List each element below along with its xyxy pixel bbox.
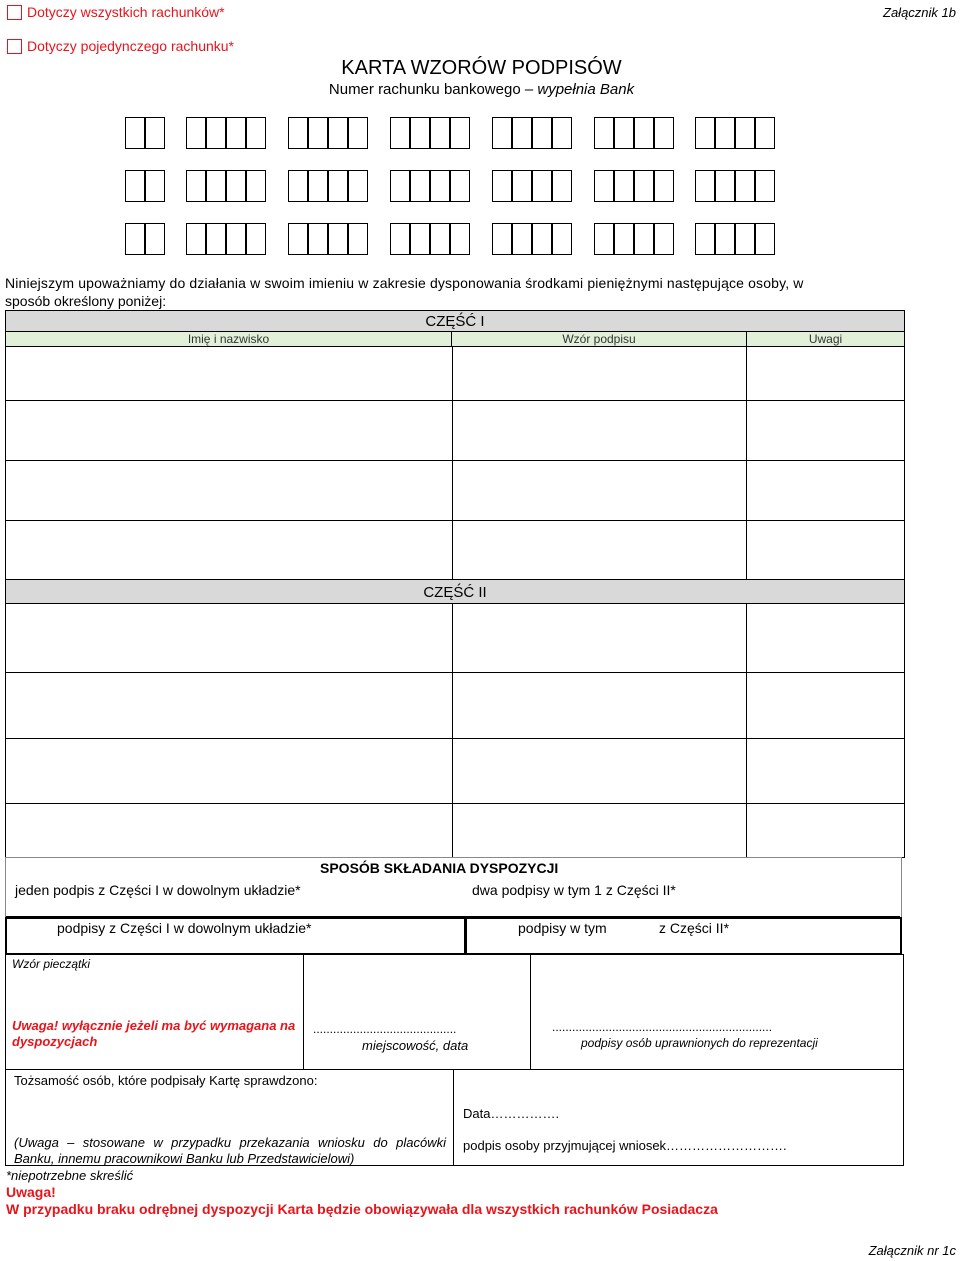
account-digit-box[interactable] <box>450 117 470 149</box>
account-digit-box[interactable] <box>246 223 266 255</box>
stamp-label: Wzór pieczątki <box>12 957 91 971</box>
disposition-option-3[interactable]: podpisy z Części I w dowolnym układzie* <box>57 920 312 936</box>
account-digit-box[interactable] <box>450 170 470 202</box>
account-digit-box[interactable] <box>430 117 450 149</box>
account-digit-box[interactable] <box>715 170 735 202</box>
verification-date: Data……………. <box>463 1106 560 1121</box>
account-digit-box[interactable] <box>755 223 775 255</box>
dispositions-title: SPOSÓB SKŁADANIA DYSPOZYCJI <box>320 860 559 876</box>
account-digit-box[interactable] <box>125 170 145 202</box>
account-digit-box[interactable] <box>125 223 145 255</box>
verification-label: Tożsamość osób, które podpisały Kartę sprawdzono: <box>14 1073 318 1088</box>
remarks-cell[interactable] <box>746 672 905 739</box>
representatives-signature-box <box>530 954 904 1070</box>
name-cell[interactable] <box>5 803 453 858</box>
account-digit-box[interactable] <box>614 223 634 255</box>
checkbox-all-accounts[interactable] <box>7 5 22 20</box>
signature-cell[interactable] <box>452 346 747 401</box>
account-digit-box[interactable] <box>145 170 165 202</box>
account-digit-box[interactable] <box>226 117 246 149</box>
part2-header <box>5 579 905 604</box>
account-digit-box[interactable] <box>654 117 674 149</box>
name-cell[interactable] <box>5 400 453 461</box>
account-digit-box[interactable] <box>614 170 634 202</box>
remarks-cell[interactable] <box>746 803 905 858</box>
representatives-signature-label: podpisy osób uprawnionych do reprezentacji <box>581 1036 818 1050</box>
account-digit-box[interactable] <box>288 223 308 255</box>
account-digit-box[interactable] <box>226 223 246 255</box>
account-digit-box[interactable] <box>430 223 450 255</box>
verification-note: (Uwaga – stosowane w przypadku przekazania wniosku do placówki Banku, innemu pracownikowi Banku lub Przedstawicielowi) <box>14 1135 446 1166</box>
account-digit-box[interactable] <box>348 170 368 202</box>
signature-cell[interactable] <box>452 400 747 461</box>
signature-cell[interactable] <box>452 460 747 521</box>
account-digit-box[interactable] <box>634 117 654 149</box>
account-digit-box[interactable] <box>145 117 165 149</box>
name-cell[interactable] <box>5 520 453 580</box>
account-digit-box[interactable] <box>226 170 246 202</box>
remarks-cell[interactable] <box>746 603 905 673</box>
col-remarks-label: Uwagi <box>808 332 843 346</box>
account-digit-box[interactable] <box>552 117 572 149</box>
signature-cell[interactable] <box>452 803 747 858</box>
account-digit-box[interactable] <box>654 223 674 255</box>
account-digit-box[interactable] <box>492 170 512 202</box>
disposition-option-1[interactable]: jeden podpis z Części I w dowolnym układzie* <box>15 882 301 898</box>
footer-warning-text: W przypadku braku odrębnej dyspozycji Karta będzie obowiązywała dla wszystkich rachunków Posiadacza <box>6 1201 718 1217</box>
option-all-accounts-label: Dotyczy wszystkich rachunków* <box>27 4 225 20</box>
account-digit-box[interactable] <box>288 170 308 202</box>
name-cell[interactable] <box>5 672 453 739</box>
attachment-top-label: Załącznik 1b <box>883 5 956 20</box>
stamp-warning: Uwaga! wyłącznie jeżeli ma być wymagana na dyspozycjach <box>12 1018 296 1049</box>
account-digit-box[interactable] <box>328 223 348 255</box>
account-digit-box[interactable] <box>390 223 410 255</box>
account-digit-box[interactable] <box>715 223 735 255</box>
account-digit-box[interactable] <box>735 117 755 149</box>
account-digit-box[interactable] <box>206 170 226 202</box>
part1-title: CZĘŚĆ I <box>425 313 485 330</box>
account-digit-box[interactable] <box>145 223 165 255</box>
account-digit-box[interactable] <box>206 117 226 149</box>
option-single-account-label: Dotyczy pojedynczego rachunku* <box>27 38 235 54</box>
account-digit-box[interactable] <box>715 117 735 149</box>
account-digit-box[interactable] <box>552 170 572 202</box>
place-date-label: miejscowość, data <box>362 1038 469 1053</box>
account-digit-box[interactable] <box>186 117 206 149</box>
account-digit-box[interactable] <box>410 170 430 202</box>
remarks-cell[interactable] <box>746 460 905 521</box>
account-digit-box[interactable] <box>594 170 614 202</box>
col-signature-label: Wzór podpisu <box>562 332 636 346</box>
account-digit-box[interactable] <box>594 117 614 149</box>
remarks-cell[interactable] <box>746 400 905 461</box>
account-digit-box[interactable] <box>492 223 512 255</box>
col-name-label: Imię i nazwisko <box>187 332 270 346</box>
signature-cell[interactable] <box>452 738 747 804</box>
remarks-cell[interactable] <box>746 346 905 401</box>
account-digit-box[interactable] <box>755 170 775 202</box>
checkbox-single-account[interactable] <box>7 39 22 54</box>
account-digit-box[interactable] <box>450 223 470 255</box>
page-title: KARTA WZORÓW PODPISÓW <box>341 57 622 79</box>
disposition-option-4a[interactable]: podpisy w tym <box>518 920 607 936</box>
account-digit-box[interactable] <box>308 170 328 202</box>
signature-dots: .................................................................. <box>552 1020 773 1034</box>
asterisk-note: *niepotrzebne skreślić <box>6 1168 134 1183</box>
account-digit-box[interactable] <box>348 117 368 149</box>
account-digit-box[interactable] <box>186 170 206 202</box>
account-digit-box[interactable] <box>206 223 226 255</box>
account-digit-box[interactable] <box>594 223 614 255</box>
intro-line-2: sposób określony poniżej: <box>5 293 167 309</box>
account-digit-box[interactable] <box>246 117 266 149</box>
account-digit-box[interactable] <box>328 170 348 202</box>
disposition-option-2[interactable]: dwa podpisy w tym 1 z Części II* <box>472 882 676 898</box>
name-cell[interactable] <box>5 460 453 521</box>
account-digit-box[interactable] <box>735 170 755 202</box>
subtitle-main: Numer rachunku bankowego – <box>328 81 534 98</box>
name-cell[interactable] <box>5 738 453 804</box>
account-digit-box[interactable] <box>695 170 715 202</box>
account-digit-box[interactable] <box>410 223 430 255</box>
account-digit-box[interactable] <box>328 117 348 149</box>
account-digit-box[interactable] <box>532 223 552 255</box>
account-digit-box[interactable] <box>308 223 328 255</box>
account-digit-box[interactable] <box>186 223 206 255</box>
account-digit-box[interactable] <box>654 170 674 202</box>
attachment-bottom-label: Załącznik nr 1c <box>868 1243 956 1258</box>
account-digit-box[interactable] <box>634 223 654 255</box>
part1-col-remarks <box>746 331 905 347</box>
account-digit-box[interactable] <box>695 223 715 255</box>
name-cell[interactable] <box>5 346 453 401</box>
account-digit-box[interactable] <box>695 117 715 149</box>
account-digit-box[interactable] <box>492 117 512 149</box>
page-subtitle <box>0 81 960 98</box>
account-digit-box[interactable] <box>512 223 532 255</box>
part1-col-name <box>5 331 452 347</box>
account-digit-box[interactable] <box>288 117 308 149</box>
part1-col-signature <box>451 331 747 347</box>
subtitle-italic: wypełnia Bank <box>537 81 635 98</box>
account-digit-box[interactable] <box>308 117 328 149</box>
account-digit-box[interactable] <box>755 117 775 149</box>
signature-cell[interactable] <box>452 520 747 580</box>
intro-line-1: Niniejszym upoważniamy do działania w swoim imieniu w zakresie dysponowania środkami pieniężnymi następujące osoby, w <box>5 275 804 291</box>
remarks-cell[interactable] <box>746 738 905 804</box>
signature-cell[interactable] <box>452 672 747 739</box>
account-digit-box[interactable] <box>390 170 410 202</box>
account-digit-box[interactable] <box>614 117 634 149</box>
account-digit-box[interactable] <box>512 170 532 202</box>
signature-cell[interactable] <box>452 603 747 673</box>
part2-title: CZĘŚĆ II <box>423 584 487 601</box>
account-digit-box[interactable] <box>735 223 755 255</box>
footer-warning-title: Uwaga! <box>6 1184 56 1200</box>
remarks-cell[interactable] <box>746 520 905 580</box>
account-digit-box[interactable] <box>390 117 410 149</box>
disposition-option-4b[interactable]: z Części II* <box>659 920 730 936</box>
account-digit-box[interactable] <box>532 117 552 149</box>
account-digit-box[interactable] <box>512 117 532 149</box>
part1-header <box>5 310 905 332</box>
account-digit-box[interactable] <box>348 223 368 255</box>
account-digit-box[interactable] <box>552 223 572 255</box>
place-date-dots: ........................................... <box>313 1022 457 1036</box>
stamp-box <box>5 954 304 1070</box>
account-digit-box[interactable] <box>410 117 430 149</box>
name-cell[interactable] <box>5 603 453 673</box>
account-digit-box[interactable] <box>532 170 552 202</box>
account-digit-box[interactable] <box>430 170 450 202</box>
account-digit-box[interactable] <box>246 170 266 202</box>
account-digit-box[interactable] <box>125 117 145 149</box>
account-digit-box[interactable] <box>634 170 654 202</box>
receiver-signature: podpis osoby przyjmującej wniosek………………………. <box>463 1138 787 1153</box>
